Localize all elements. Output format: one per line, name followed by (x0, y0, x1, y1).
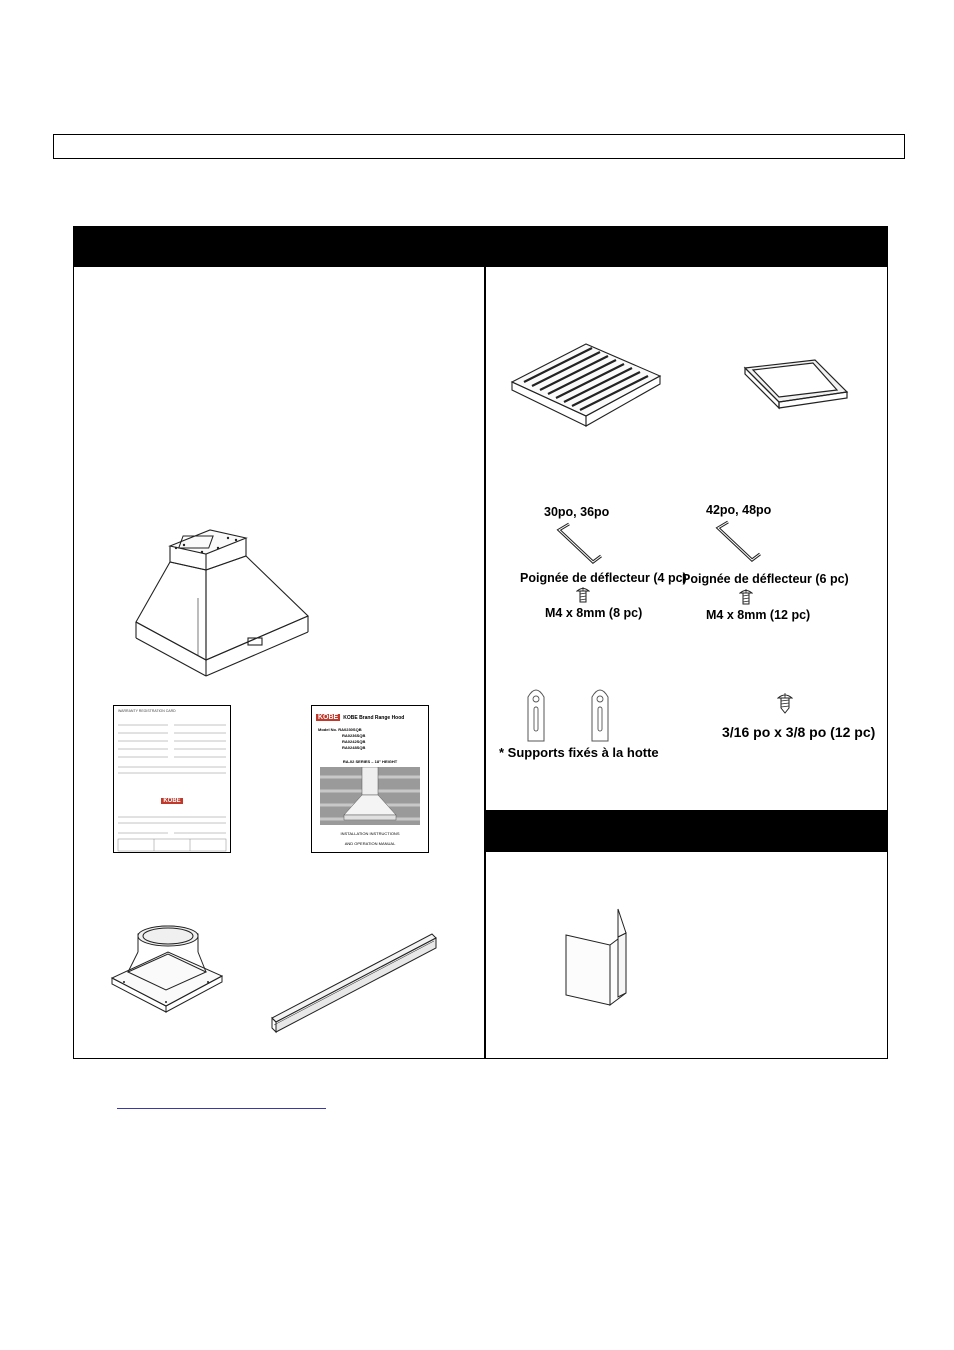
handle-label-2: Poignée de déflecteur (6 pc) (682, 572, 849, 586)
manual-logo: KOBE (318, 714, 339, 721)
large-screw-icon (777, 692, 793, 714)
manual-series: RA-02 SERIES – 18" HEIGHT (342, 759, 398, 764)
chimney-cover-illustration (560, 905, 668, 1007)
manual-title: KOBE Brand Range Hood (343, 714, 405, 721)
filter-frame-illustration (735, 350, 853, 416)
duct-transition-illustration (108, 922, 226, 1016)
handle-size-label-2: 42po, 48po (706, 503, 772, 517)
baffle-handle-icon-1 (555, 520, 605, 568)
left-column-header (74, 227, 484, 267)
manual-model-4: RA0248SQB (342, 745, 366, 750)
range-hood-illustration (128, 528, 323, 683)
handle-size-label-1: 30po, 36po (544, 505, 610, 519)
manual-model-label: Model No. (318, 727, 338, 732)
right-column-header (486, 227, 887, 267)
manual-model-1: RA0230SQB (338, 727, 362, 732)
screw-icon-2 (739, 588, 753, 606)
manual-footer-2: AND OPERATION MANUAL (344, 841, 396, 846)
manual-cover-image (320, 767, 420, 825)
screw-label-1: M4 x 8mm (8 pc) (545, 606, 643, 620)
baffle-handle-icon-2 (714, 518, 764, 566)
section-title-box (53, 134, 905, 159)
brackets-label: * Supports fixés à la hotte (499, 745, 659, 760)
warranty-card-heading: WARRANTY REGISTRATION CARD (118, 709, 176, 713)
installation-manual-thumbnail (311, 705, 429, 853)
baffle-filter-illustration (510, 338, 662, 430)
screw-icon-1 (576, 586, 590, 604)
manual-model-3: RA0242SQB (342, 739, 366, 744)
warranty-card-bottom-lines (114, 811, 230, 853)
website-link-underline[interactable] (117, 1108, 326, 1109)
optional-parts-header (486, 810, 887, 852)
warranty-card-form-lines (114, 717, 230, 777)
manual-model-2: RA0236SQB (342, 733, 366, 738)
manual-footer-1: INSTALLATION INSTRUCTIONS (340, 831, 400, 836)
mounting-rail-illustration (268, 930, 440, 1034)
column-divider (484, 227, 486, 1058)
mounting-brackets-icon (526, 683, 614, 745)
handle-label-1: Poignée de déflecteur (4 pc) (520, 571, 687, 585)
warranty-card-logo: KOBE (163, 798, 181, 804)
screw-label-2: M4 x 8mm (12 pc) (706, 608, 811, 622)
warranty-card-thumbnail (113, 705, 231, 853)
large-screw-label: 3/16 po x 3/8 po (12 pc) (722, 724, 876, 740)
